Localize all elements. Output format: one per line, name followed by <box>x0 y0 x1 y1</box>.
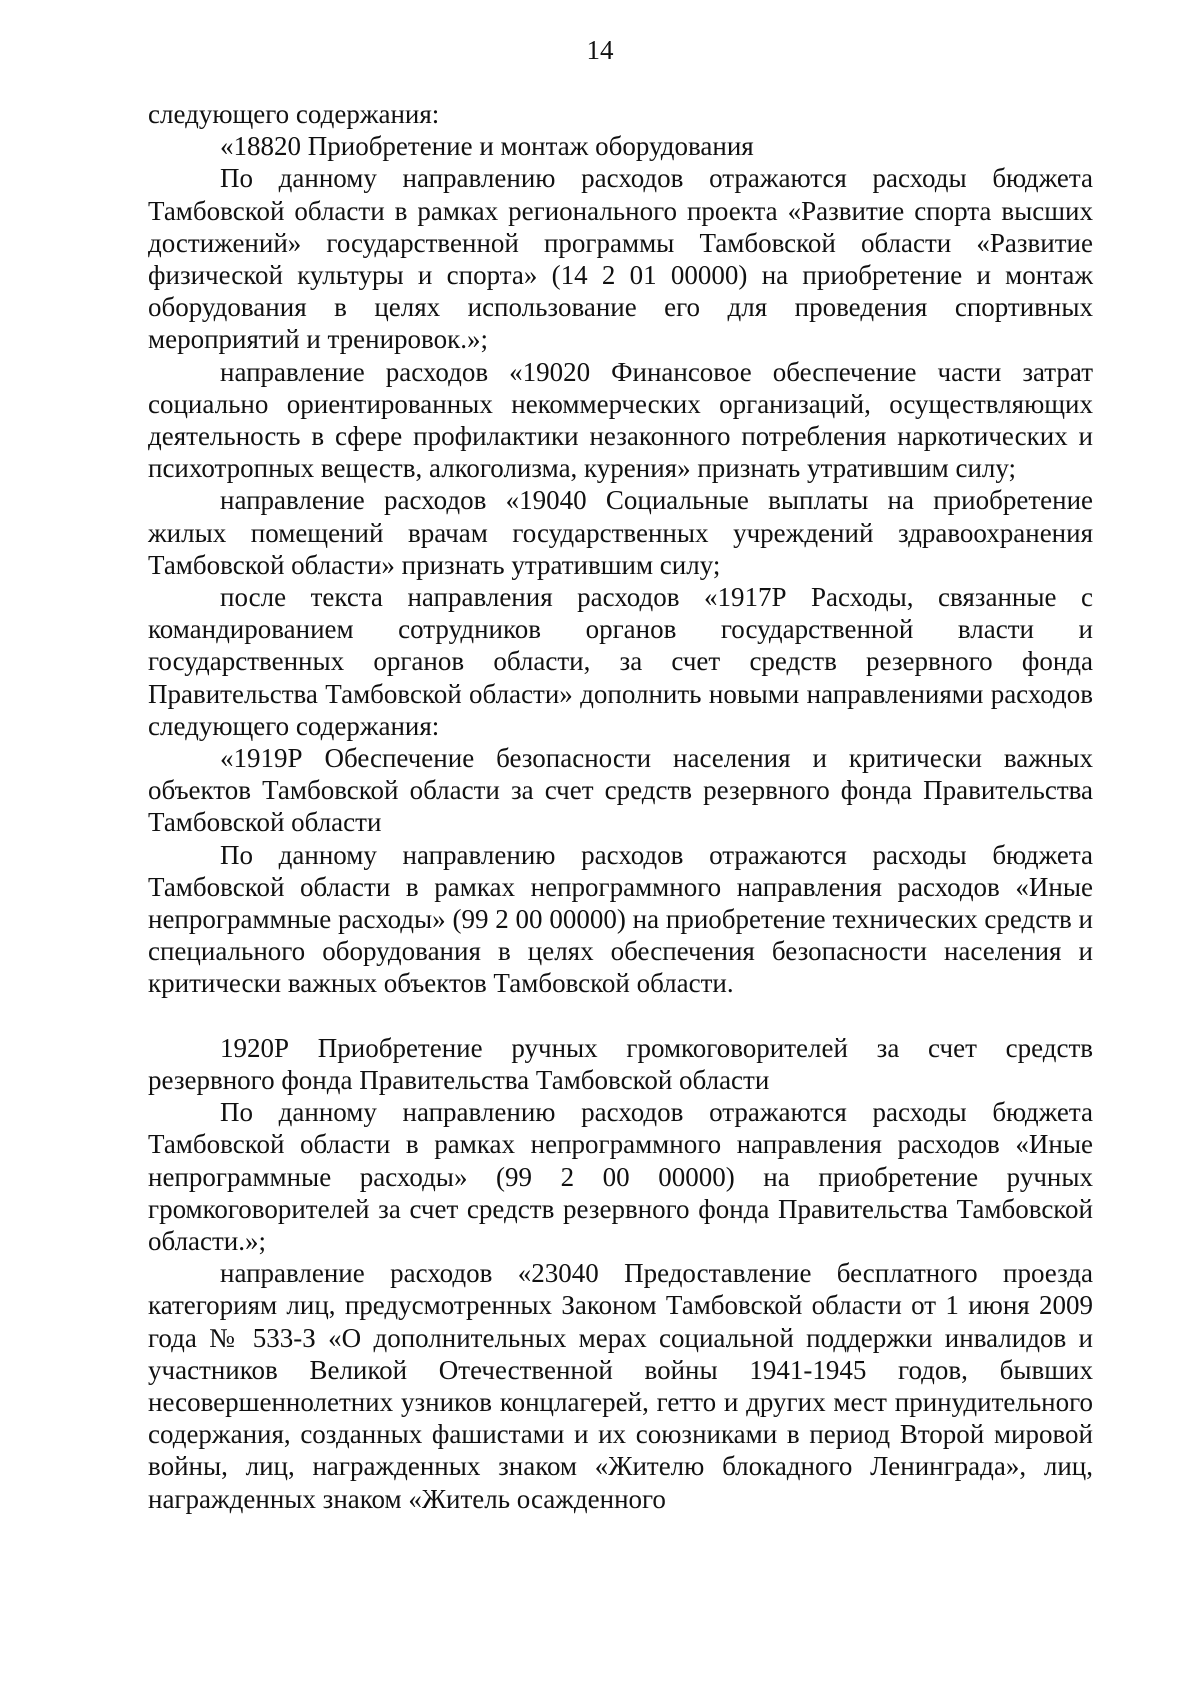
paragraph-1919r-title: «1919Р Обеспечение безопасности населения и критически важных объектов Тамбовской области за счет средств резервного фонда Правительства Тамбовской области <box>148 743 1093 838</box>
paragraph-1919r-description: По данному направлению расходов отражаются расходы бюджета Тамбовской области в рамках непрограммного направления расходов «Иные непрограммные расходы» (99 2 00 00000) на приобретение технических средств и специального оборудования в целях обеспечения безопасности населения и критически важных объектов Тамбовской области. <box>148 839 1093 999</box>
paragraph-gap <box>148 1000 1093 1032</box>
paragraph-19040: направление расходов «19040 Социальные выплаты на приобретение жилых помещений врачам государственных учреждений здравоохранения Тамбовской области» признать утратившим силу; <box>148 485 1093 580</box>
page-number: 14 <box>586 35 614 65</box>
paragraph-1920r-title: 1920Р Приобретение ручных громкоговорителей за счет средств резервного фонда Правительства Тамбовской области <box>148 1032 1093 1095</box>
document-body <box>148 98 1093 1515</box>
paragraph-1920r-description: По данному направлению расходов отражаются расходы бюджета Тамбовской области в рамках непрограммного направления расходов «Иные непрограммные расходы» (99 2 00 00000) на приобретение ручных громкоговорителей за счет средств резервного фонда Правительства Тамбовской области.»; <box>148 1097 1093 1256</box>
paragraph-19020: направление расходов «19020 Финансовое обеспечение части затрат социально ориентированных некоммерческих организаций, осуществляющих деятельность в сфере профилактики незаконного потребления наркотических и психотропных веществ, алкоголизма, курения» признать утратившим силу; <box>148 356 1093 484</box>
paragraph-23040: направление расходов «23040 Предоставление бесплатного проезда категориям лиц, предусмотренных Законом Тамбовской области от 1 июня 2009 года № 533-З «О дополнительных мерах социальной поддержки инвалидов и участников Великой Отечественной войны 1941-1945 годов, бывших несовершеннолетних узников концлагерей, гетто и других мест принудительного содержания, созданных фашистами и их союзниками в период Второй мировой войны, лиц, награжденных знаком «Жителю блокадного Ленинграда», лиц, награжденных знаком «Житель осажденного <box>148 1258 1093 1514</box>
paragraph-intro: следующего содержания: <box>148 99 440 129</box>
paragraph-18820-description: По данному направлению расходов отражаются расходы бюджета Тамбовской области в рамках регионального проекта «Развитие спорта высших достижений» государственной программы Тамбовской области «Развитие физической культуры и спорта» (14 2 01 00000) на приобретение и монтаж оборудования в целях использование его для проведения спортивных мероприятий и тренировок.»; <box>148 163 1093 355</box>
paragraph-18820-title: «18820 Приобретение и монтаж оборудования <box>220 131 754 162</box>
paragraph-1917r: после текста направления расходов «1917Р Расходы, связанные с командированием сотрудников органов государственной власти и государственных органов области, за счет средств резервного фонда Правительства Тамбовской области» дополнить новыми направлениями расходов следующего содержания: <box>148 582 1093 741</box>
